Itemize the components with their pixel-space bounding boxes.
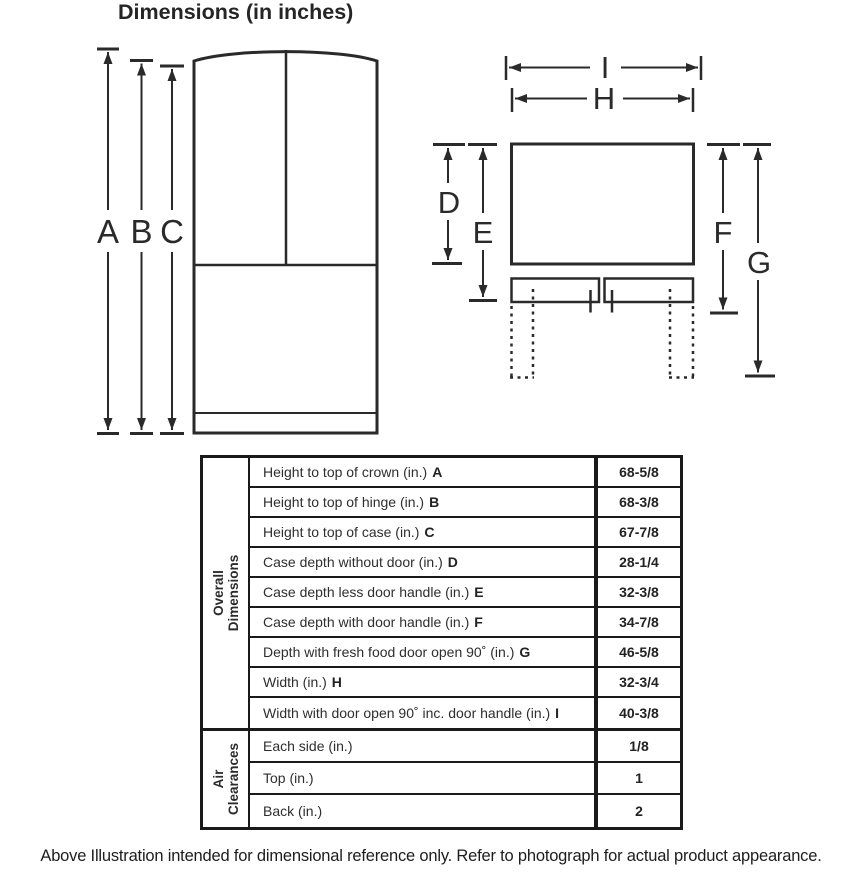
row-label-text: Top (in.) — [263, 770, 314, 786]
row-dim-letter: E — [474, 584, 484, 600]
row-dim-letter: B — [429, 494, 440, 510]
row-dim-letter: H — [331, 674, 342, 690]
row-label-text: Each side (in.) — [263, 738, 353, 754]
row-label — [250, 518, 594, 546]
row-value: 68-3/8 — [594, 488, 680, 516]
row-value: 67-7/8 — [594, 518, 680, 546]
row-label — [250, 763, 594, 793]
table-row — [250, 668, 680, 698]
row-label-text: Height to top of case (in.) — [263, 524, 420, 540]
row-dim-letter: G — [519, 644, 531, 660]
page-title: Dimensions (in inches) — [118, 0, 354, 24]
fridge-top-view — [510, 144, 694, 378]
dim-label-c: C — [160, 213, 184, 250]
row-label — [250, 458, 594, 486]
table-row — [250, 698, 680, 728]
row-value: 1 — [594, 763, 680, 793]
top-view-case — [512, 144, 694, 264]
air-clearances-section — [203, 728, 680, 827]
row-label — [250, 548, 594, 576]
dim-label-d: D — [437, 185, 461, 220]
row-label — [250, 795, 594, 827]
table-row — [250, 638, 680, 668]
row-value: 2 — [594, 795, 680, 827]
row-value: 68-5/8 — [594, 458, 680, 486]
row-label-text: Case depth less door handle (in.) — [263, 584, 470, 600]
table-row — [250, 488, 680, 518]
overall-dimensions-section — [203, 458, 680, 728]
row-label — [250, 608, 594, 636]
dim-label-e: E — [472, 215, 494, 250]
row-label — [250, 578, 594, 606]
row-value: 40-3/8 — [594, 698, 680, 728]
group-label-line: Air — [210, 769, 226, 789]
row-value: 1/8 — [594, 731, 680, 761]
row-dim-letter: I — [555, 705, 560, 721]
top-view-right-door — [605, 279, 694, 303]
row-label — [250, 698, 594, 728]
dim-label-f: F — [713, 215, 733, 250]
group-label-line: Clearances — [225, 742, 241, 816]
row-value: 32-3/4 — [594, 668, 680, 696]
fridge-front-view — [194, 50, 377, 433]
dim-label-b: B — [130, 213, 153, 250]
row-value: 28-1/4 — [594, 548, 680, 576]
row-label-text: Case depth with door handle (in.) — [263, 614, 470, 630]
row-dim-letter: D — [447, 554, 458, 570]
table-row — [250, 731, 680, 763]
row-label-text: Height to top of hinge (in.) — [263, 494, 425, 510]
overall-dimensions-group-label — [203, 458, 250, 728]
table-row — [250, 548, 680, 578]
table-row — [250, 608, 680, 638]
row-label-text: Width (in.) — [263, 674, 327, 690]
row-label — [250, 731, 594, 761]
footer-disclaimer: Above Illustration intended for dimensional reference only. Refer to photograph for actual product appearance. — [40, 847, 822, 865]
row-label-text: Depth with fresh food door open 90˚ (in.) — [263, 644, 515, 660]
row-label — [250, 488, 594, 516]
dim-label-a: A — [96, 213, 120, 250]
row-value: 32-3/8 — [594, 578, 680, 606]
row-value: 34-7/8 — [594, 608, 680, 636]
row-label-text: Width with door open 90˚ inc. door handle (in.) — [263, 705, 551, 721]
row-dim-letter: F — [474, 614, 483, 630]
top-view-left-door — [512, 279, 600, 303]
row-label-text: Case depth without door (in.) — [263, 554, 443, 570]
row-label — [250, 668, 594, 696]
group-label-line: Dimensions — [225, 554, 241, 632]
dim-label-i: I — [600, 50, 610, 85]
air-clearances-group-label — [203, 731, 250, 827]
group-label-line: Overall — [210, 570, 226, 616]
table-row — [250, 795, 680, 827]
row-dim-letter: C — [424, 524, 435, 540]
table-row — [250, 518, 680, 548]
dimensions-table — [200, 455, 683, 830]
dim-label-h: H — [592, 81, 616, 116]
row-value: 46-5/8 — [594, 638, 680, 666]
row-label-text: Back (in.) — [263, 803, 323, 819]
table-row — [250, 763, 680, 795]
row-dim-letter: A — [432, 464, 443, 480]
row-label-text: Height to top of crown (in.) — [263, 464, 428, 480]
dim-label-g: G — [746, 245, 772, 280]
row-label — [250, 638, 594, 666]
table-row — [250, 458, 680, 488]
table-row — [250, 578, 680, 608]
